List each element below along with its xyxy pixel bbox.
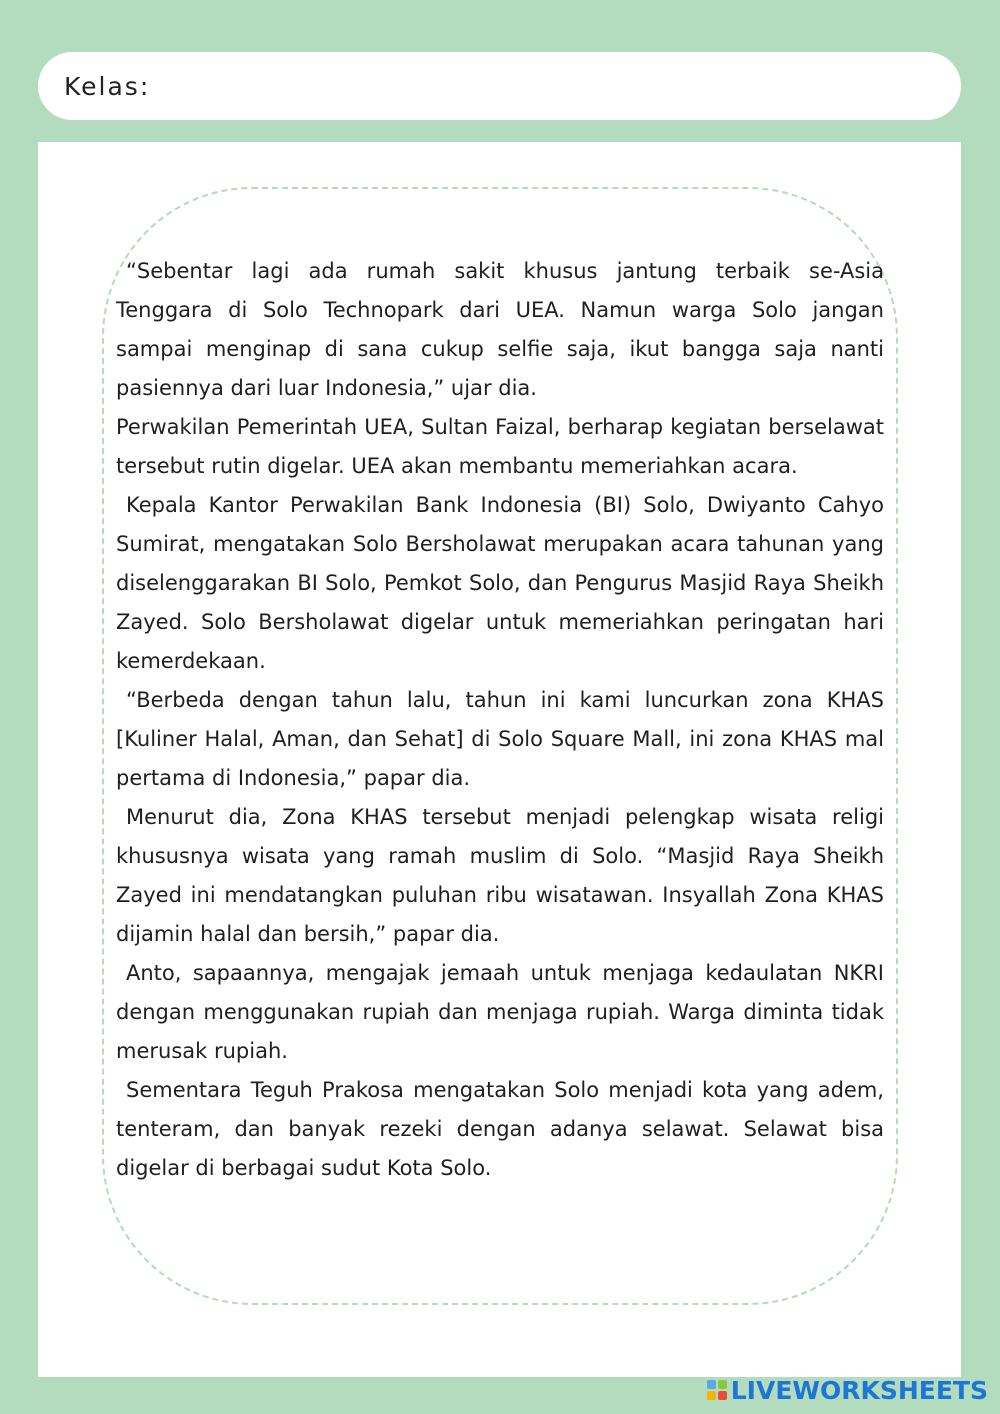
logo-block — [707, 1391, 716, 1400]
brand-name: LIVEWORKSHEETS — [730, 1375, 988, 1405]
logo-block — [718, 1380, 727, 1389]
article-paragraph-6: Anto, sapaannya, mengajak jemaah untuk menjaga kedaulatan NKRI dengan menggunakan rupiah dan menjaga rupiah. Warga diminta tidak merusak rupiah. — [116, 961, 884, 1063]
article-paragraph-2: Perwakilan Pemerintah UEA, Sultan Faizal, berharap kegiatan berselawat tersebut rutin digelar. UEA akan membantu memeriahkan acara. — [116, 415, 884, 478]
article-paragraph-4: “Berbeda dengan tahun lalu, tahun ini kami luncurkan zona KHAS [Kuliner Halal, Aman, dan Sehat] di Solo Square Mall, ini zona KHAS mal pertama di Indonesia,” papar dia. — [116, 688, 884, 790]
article-paragraph-3: Kepala Kantor Perwakilan Bank Indonesia (BI) Solo, Dwiyanto Cahyo Sumirat, mengatakan Solo Bersholawat merupakan acara tahunan yang diselenggarakan BI Solo, Pemkot Solo, dan Pengurus Masjid Raya Sheikh Zayed. Solo Bersholawat digelar untuk memeriahkan peringatan hari kemerdekaan. — [116, 493, 884, 673]
logo-block — [718, 1391, 727, 1400]
logo-block — [707, 1380, 716, 1389]
class-input-bar[interactable] — [38, 52, 961, 120]
article-paragraph-1: “Sebentar lagi ada rumah sakit khusus jantung terbaik se-Asia Tenggara di Solo Technopark dari UEA. Namun warga Solo jangan sampai menginap di sana cukup selfie saja, ikut bangga saja nanti pasiennya dari luar Indonesia,” ujar dia. — [116, 259, 884, 400]
article-paragraph-7: Sementara Teguh Prakosa mengatakan Solo menjadi kota yang adem, tenteram, dan banyak rezeki dengan adanya selawat. Selawat bisa digelar di berbagai sudut Kota Solo. — [116, 1078, 884, 1180]
article-paragraph-5: Menurut dia, Zona KHAS tersebut menjadi pelengkap wisata religi khususnya wisata yang ramah muslim di Solo. “Masjid Raya Sheikh Zayed ini mendatangkan puluhan ribu wisatawan. Insyallah Zona KHAS dijamin halal dan bersih,” papar dia. — [116, 805, 884, 946]
class-label: Kelas: — [64, 71, 151, 101]
article-body — [116, 252, 884, 1188]
logo-blocks-icon — [707, 1380, 727, 1400]
liveworksheets-logo[interactable] — [707, 1374, 988, 1406]
